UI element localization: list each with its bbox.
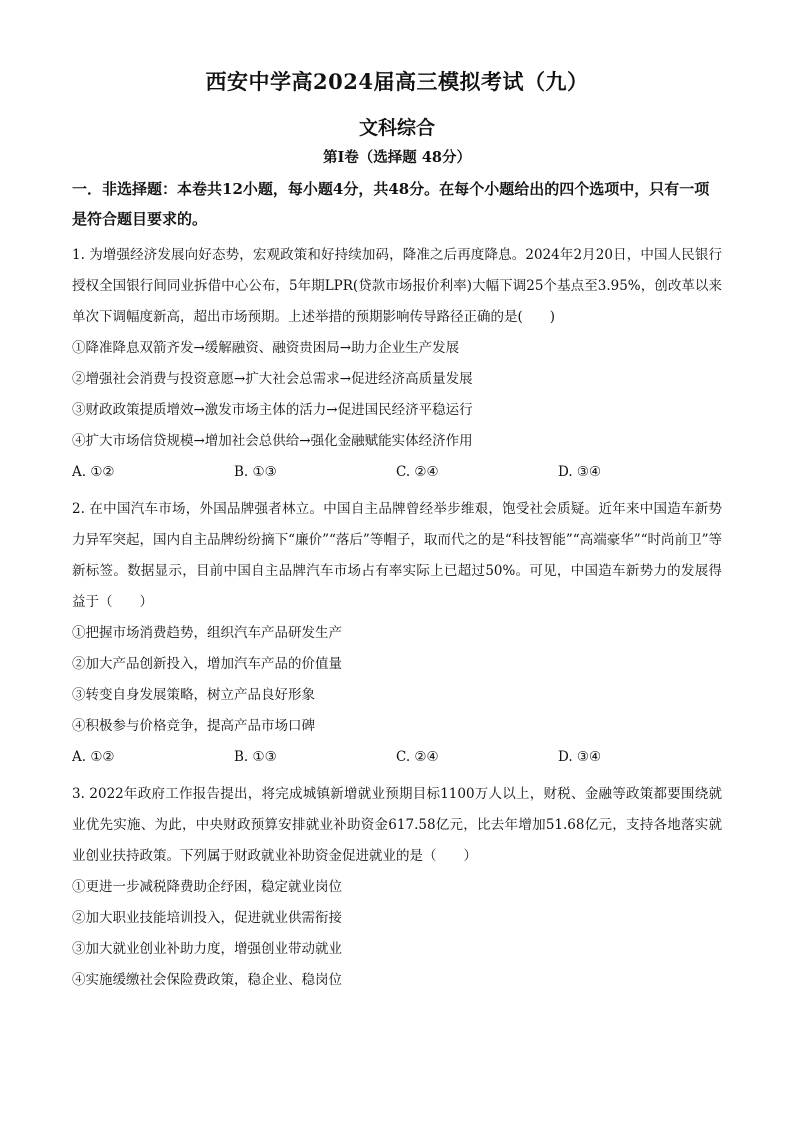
choice-b: B. ①③ <box>234 749 277 765</box>
section-heading: 一．非选择题：本卷共12小题，每小题4分，共48分。在每个小题给出的四个选项中，只有一项是符合题目要求的。 <box>72 180 710 228</box>
statement-option: ③财政政策提质增效→激发市场主体的活力→促进国民经济平稳运行 <box>72 402 473 418</box>
choice-b: B. ①③ <box>234 464 277 480</box>
question-stem: 3. 2022年政府工作报告提出，将完成城镇新增就业预期目标1100万人以上，财税、金融等政策都要围绕就业优先实施、为此，中央财政预算安排就业补助资金617.58亿元，比去年增加51.68亿元，支持各地落实就业创业扶持政策。下列属于财政就业补助资金促进就业的是（ ） <box>72 786 722 864</box>
answer-choices <box>72 742 722 773</box>
question-1 <box>72 240 722 488</box>
statement-option: ②加大产品创新投入，增加汽车产品的价值量 <box>72 656 342 672</box>
statement-option: ④扩大市场信贷规模→增加社会总供给→强化金融赋能实体经济作用 <box>72 433 473 449</box>
statement-option: ②增强社会消费与投资意愿→扩大社会总需求→促进经济高质量发展 <box>72 371 473 387</box>
statement-option: ③加大就业创业补助力度，增强创业带动就业 <box>72 941 342 957</box>
question-2 <box>72 494 722 773</box>
question-3 <box>72 779 722 996</box>
choice-a: A. ①② <box>72 749 115 765</box>
statement-option: ④积极参与价格竞争，提高产品市场口碑 <box>72 718 315 734</box>
choice-d: D. ③④ <box>558 464 602 480</box>
statement-option: ①更进一步减税降费助企纾困，稳定就业岗位 <box>72 879 342 895</box>
answer-choices <box>72 457 722 488</box>
choice-d: D. ③④ <box>558 749 602 765</box>
question-stem: 1. 为增强经济发展向好态势，宏观政策和好持续加码，降准之后再度降息。2024年2月20日，中国人民银行授权全国银行间同业拆借中心公布，5年期LPR(贷款市场报价利率)大幅下调25个基点至3.95%，创改革以来单次下调幅度新高，超出市场预期。上述举措的预期影响传导路径正确的是( ) <box>72 247 722 325</box>
choice-c: C. ②④ <box>396 464 439 480</box>
statement-option: ④实施缓缴社会保险费政策，稳企业、稳岗位 <box>72 972 342 988</box>
exam-subject: 文科综合 <box>358 117 435 139</box>
choice-c: C. ②④ <box>396 749 439 765</box>
choice-a: A. ①② <box>72 464 115 480</box>
statement-option: ①把握市场消费趋势，组织汽车产品研发生产 <box>72 625 342 641</box>
statement-option: ①降准降息双箭齐发→缓解融资、融资贵困局→助力企业生产发展 <box>72 340 460 356</box>
volume-heading: 第Ⅰ卷（选择题 48分） <box>322 149 471 166</box>
statement-option: ②加大职业技能培训投入，促进就业供需衔接 <box>72 910 342 926</box>
question-stem: 2. 在中国汽车市场，外国品牌强者林立。中国自主品牌曾经举步维艰，饱受社会质疑。近年来中国造车新势力异军突起，国内自主品牌纷纷摘下“廉价”“落后”等帽子，取而代之的是“科技智能”“高端豪华”“时尚前卫”等新标签。数据显示，目前中国自主品牌汽车市场占有率实际上已超过50%。可见，中国造车新势力的发展得益于（ ） <box>72 501 722 610</box>
exam-title: 西安中学高2024届高三模拟考试（九） <box>205 69 589 94</box>
statement-option: ③转变自身发展策略，树立产品良好形象 <box>72 687 315 703</box>
